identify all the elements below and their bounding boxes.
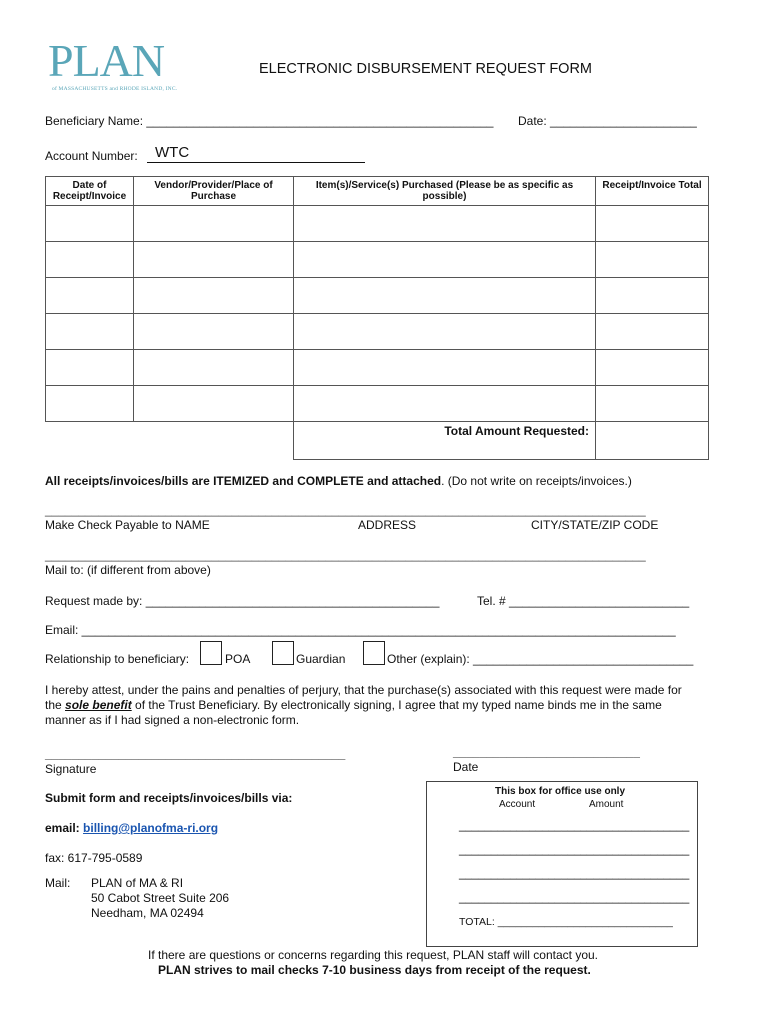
table-row — [46, 242, 709, 278]
account-number-value: WTC — [155, 144, 190, 161]
table-cell[interactable] — [294, 278, 596, 314]
other-checkbox[interactable] — [363, 641, 385, 665]
guardian-checkbox[interactable] — [272, 641, 294, 665]
table-cell[interactable] — [294, 386, 596, 422]
guardian-label: Guardian — [296, 652, 346, 666]
payee-line[interactable]: __________________________________________________________________________________________ — [45, 503, 646, 517]
submit-email-label: email: — [45, 821, 80, 835]
col-header-date: Date of Receipt/Invoice — [46, 177, 134, 206]
table-cell[interactable] — [294, 314, 596, 350]
date-field[interactable]: Date: ______________________ — [518, 114, 697, 128]
plan-logo: PLAN — [48, 35, 165, 86]
items-table — [45, 176, 709, 460]
payee-name-label: Make Check Payable to NAME — [45, 518, 210, 532]
other-explain-field[interactable]: Other (explain): _________________________________ — [387, 652, 694, 666]
office-line[interactable]: ____________________________________ — [459, 892, 690, 904]
blank-cell — [46, 422, 134, 460]
table-cell[interactable] — [134, 242, 294, 278]
table-row — [46, 386, 709, 422]
table-cell[interactable] — [46, 314, 134, 350]
beneficiary-name-field[interactable]: Beneficiary Name: ____________________________________________________ — [45, 114, 494, 128]
table-cell[interactable] — [46, 278, 134, 314]
table-cell[interactable] — [596, 206, 709, 242]
receipts-note-rest: . (Do not write on receipts/invoices.) — [441, 474, 632, 488]
table-cell[interactable] — [46, 242, 134, 278]
sole-benefit-emphasis: sole benefit — [65, 698, 132, 712]
poa-label: POA — [225, 652, 251, 666]
table-cell[interactable] — [294, 242, 596, 278]
request-made-by-field[interactable]: Request made by: ____________________________________________ — [45, 594, 440, 608]
total-row — [46, 422, 709, 460]
table-cell[interactable] — [596, 278, 709, 314]
table-cell[interactable] — [46, 350, 134, 386]
table-cell[interactable] — [134, 278, 294, 314]
form-title: ELECTRONIC DISBURSEMENT REQUEST FORM — [259, 61, 593, 77]
mail-address-line-2: 50 Cabot Street Suite 206 — [91, 891, 230, 905]
total-amount-field[interactable] — [596, 422, 709, 460]
logo-subtitle: of MASSACHUSETTS and RHODE ISLAND, INC. — [52, 86, 178, 92]
table-cell[interactable] — [596, 350, 709, 386]
signature-date-label: Date — [453, 760, 479, 774]
attest-line-3: manner as if I had signed a non-electronic form. — [45, 713, 300, 727]
table-cell[interactable] — [46, 206, 134, 242]
table-row — [46, 206, 709, 242]
signature-date-field[interactable]: ____________________________ — [453, 745, 640, 759]
attest-line-2 — [45, 698, 662, 712]
table-cell[interactable] — [596, 386, 709, 422]
office-col-account: Account — [499, 799, 536, 810]
attest-line-2-pre: the — [45, 698, 66, 712]
submit-mail-label: Mail: — [45, 876, 71, 890]
signature-label: Signature — [45, 762, 97, 776]
table-cell[interactable] — [294, 350, 596, 386]
account-number-label: Account Number: — [45, 149, 138, 163]
table-cell[interactable] — [294, 206, 596, 242]
total-amount-label: Total Amount Requested: — [294, 422, 596, 460]
payee-city-label: CITY/STATE/ZIP CODE — [531, 518, 659, 532]
receipts-note-bold: All receipts/invoices/bills are ITEMIZED and COMPLETE and attached — [45, 474, 442, 488]
office-use-box — [426, 781, 698, 947]
submit-fax: fax: 617-795-0589 — [45, 851, 143, 865]
table-row — [46, 350, 709, 386]
table-row — [46, 314, 709, 350]
table-cell[interactable] — [46, 386, 134, 422]
table-cell[interactable] — [134, 350, 294, 386]
poa-checkbox[interactable] — [200, 641, 222, 665]
submit-heading: Submit form and receipts/invoices/bills via: — [45, 791, 293, 805]
office-total[interactable]: TOTAL: ______________________________ — [459, 916, 673, 928]
email-field[interactable]: Email: _________________________________________________________________________________________ — [45, 623, 676, 637]
table-header-row — [46, 177, 709, 206]
mail-to-label: Mail to: (if different from above) — [45, 563, 211, 577]
table-cell[interactable] — [134, 314, 294, 350]
col-header-total: Receipt/Invoice Total — [596, 177, 709, 206]
mail-to-line[interactable]: __________________________________________________________________________________________ — [45, 548, 646, 562]
office-use-heading: This box for office use only — [495, 786, 626, 797]
office-col-amount: Amount — [589, 799, 624, 810]
mail-address-line-3: Needham, MA 02494 — [91, 906, 204, 920]
footer-line-1: If there are questions or concerns regarding this request, PLAN staff will contact you. — [148, 948, 599, 962]
col-header-vendor: Vendor/Provider/Place of Purchase — [134, 177, 294, 206]
office-line[interactable]: ____________________________________ — [459, 868, 690, 880]
table-cell[interactable] — [596, 242, 709, 278]
table-cell[interactable] — [134, 206, 294, 242]
tel-field[interactable]: Tel. # ___________________________ — [477, 594, 690, 608]
table-cell[interactable] — [596, 314, 709, 350]
table-cell[interactable] — [134, 386, 294, 422]
submit-email — [45, 821, 218, 835]
office-line[interactable]: ____________________________________ — [459, 844, 690, 856]
mail-address-line-1: PLAN of MA & RI — [91, 876, 184, 890]
footer-line-2: PLAN strives to mail checks 7-10 business days from receipt of the request. — [158, 963, 591, 977]
signature-field[interactable]: _____________________________________________ — [45, 747, 346, 761]
office-line[interactable]: ____________________________________ — [459, 820, 690, 832]
billing-email-link[interactable]: billing@planofma-ri.org — [83, 821, 219, 835]
table-row — [46, 278, 709, 314]
receipts-note — [45, 474, 632, 488]
attest-line-1: I hereby attest, under the pains and penalties of perjury, that the purchase(s) associated with this request were made for — [45, 683, 682, 697]
col-header-items: Item(s)/Service(s) Purchased (Please be as specific as possible) — [294, 177, 596, 206]
account-number-field[interactable] — [147, 144, 365, 163]
attest-line-2-post: of the Trust Beneficiary. By electronically signing, I agree that my typed name binds me in the same — [131, 698, 662, 712]
relationship-label: Relationship to beneficiary: — [45, 652, 190, 666]
payee-address-label: ADDRESS — [358, 518, 417, 532]
blank-cell — [134, 422, 294, 460]
